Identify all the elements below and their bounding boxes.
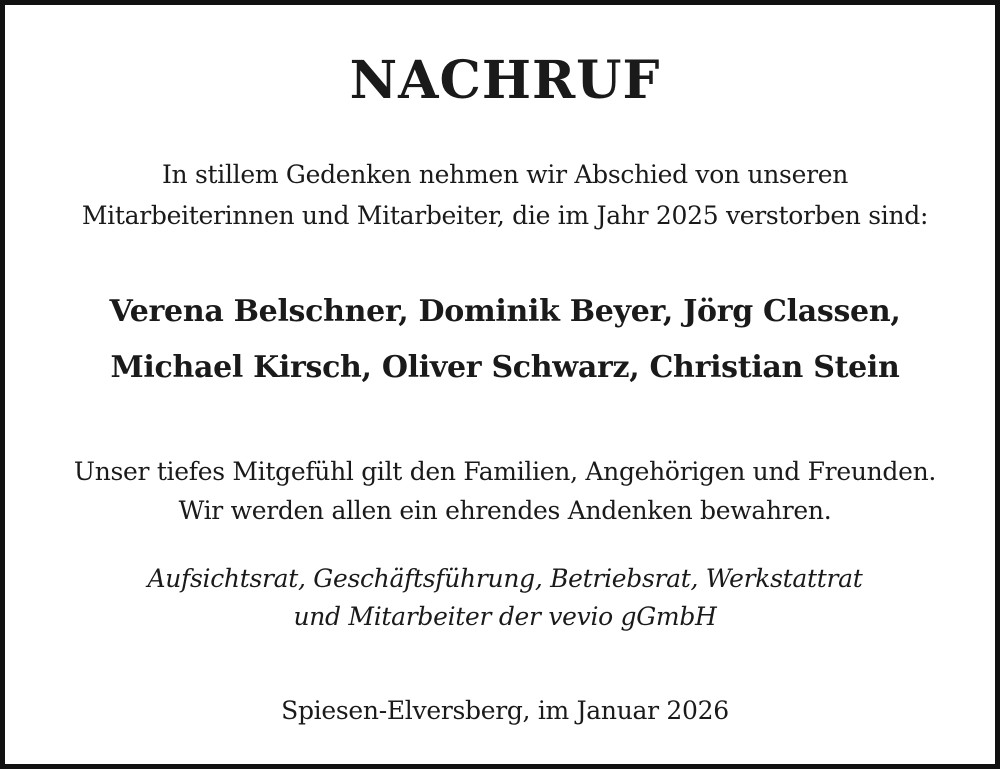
notice-title: NACHRUF xyxy=(349,50,661,111)
place-and-date: Spiesen-Elversberg, im Januar 2026 xyxy=(281,696,729,725)
deceased-names-line-2: Michael Kirsch, Oliver Schwarz, Christian Stein xyxy=(110,350,900,385)
signature-line-1: Aufsichtsrat, Geschäftsführung, Betriebsrat, Werkstattrat xyxy=(147,564,863,593)
signature-line-2: und Mitarbeiter der vevio gGmbH xyxy=(293,602,717,631)
deceased-names-line-1: Verena Belschner, Dominik Beyer, Jörg Classen, xyxy=(109,294,901,329)
intro-line-1: In stillem Gedenken nehmen wir Abschied von unseren xyxy=(161,160,849,189)
sympathy-line-1: Unser tiefes Mitgefühl gilt den Familien, Angehörigen und Freunden. xyxy=(73,457,937,486)
intro-line-2: Mitarbeiterinnen und Mitarbeiter, die im Jahr 2025 verstorben sind: xyxy=(81,201,929,230)
sympathy-line-2: Wir werden allen ein ehrendes Andenken bewahren. xyxy=(178,496,832,525)
